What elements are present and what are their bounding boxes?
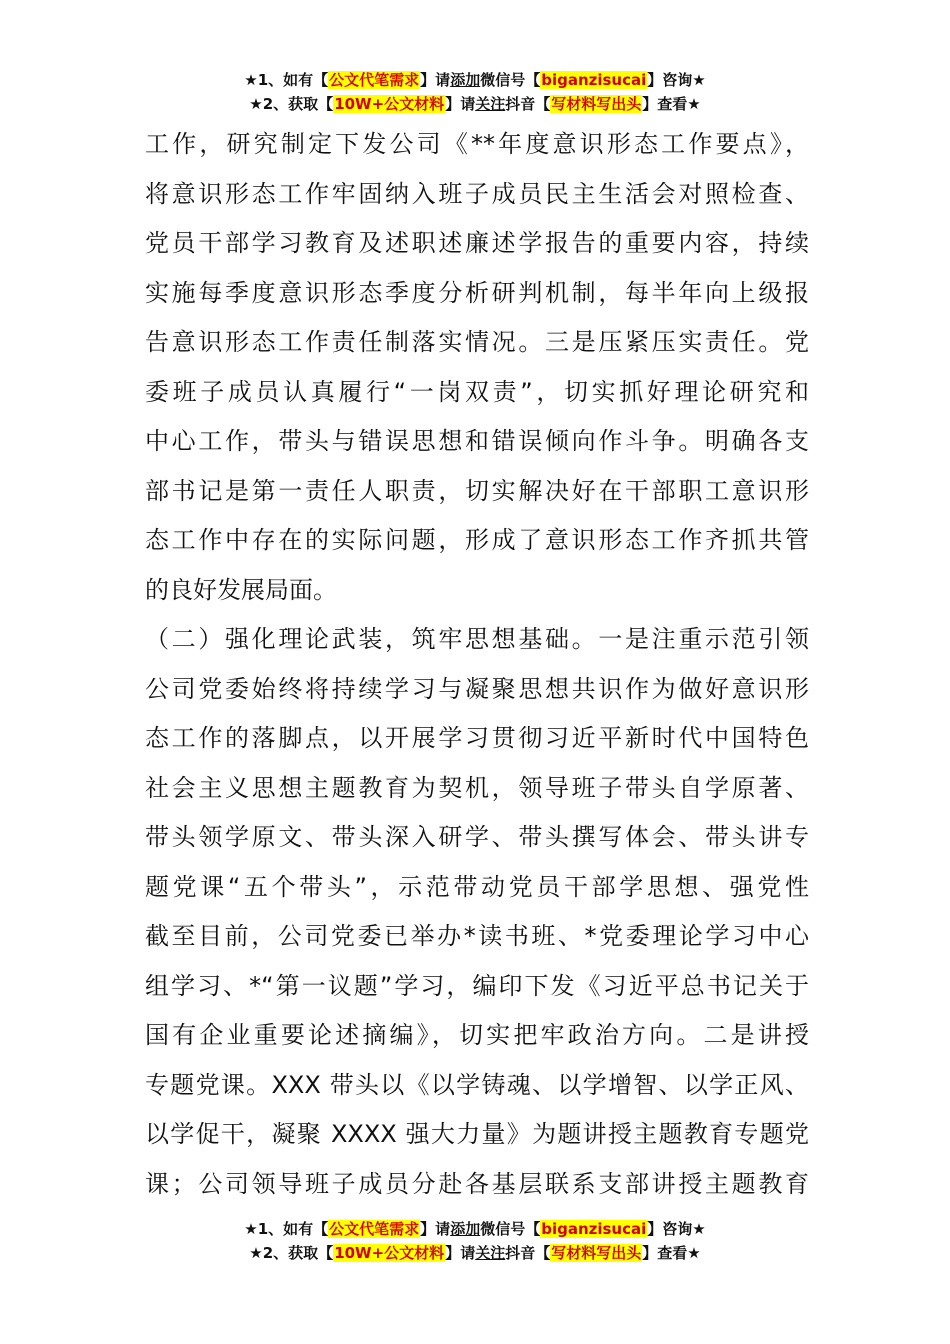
banner-text: ★1、如有【 — [244, 1220, 329, 1238]
body-line: 截至目前，公司党委已举办*读书班、*党委理论学习中心 — [145, 922, 809, 950]
banner-text: 】请 — [445, 1244, 476, 1262]
banner-underlined-text: 关注 — [475, 1244, 506, 1262]
banner-text: 】请 — [420, 71, 451, 89]
banner-underlined-text: 关注 — [475, 95, 506, 113]
footer-banner — [0, 1217, 950, 1265]
banner-text: 微信号【 — [480, 71, 541, 89]
banner-line-1 — [0, 1217, 950, 1241]
banner-highlight: biganzisucai — [541, 1220, 647, 1238]
body-line: 国有企业重要论述摘编》，切实把牢政治方向。二是讲授 — [145, 1021, 809, 1049]
banner-highlight: 公文代笔需求 — [329, 71, 420, 89]
banner-text: ★2、获取【 — [249, 95, 334, 113]
body-line: 党员干部学习教育及述职述廉述学报告的重要内容，持续 — [145, 229, 809, 257]
banner-highlight: biganzisucai — [541, 71, 647, 89]
banner-text: 微信号【 — [480, 1220, 541, 1238]
banner-highlight: 写材料写出头 — [551, 1244, 642, 1262]
body-line: 中心工作，带头与错误思想和错误倾向作斗争。明确各支 — [145, 427, 809, 455]
body-line: 工作，研究制定下发公司《**年度意识形态工作要点》， — [145, 130, 809, 158]
body-line: 部书记是第一责任人职责，切实解决好在干部职工意识形 — [145, 476, 809, 505]
banner-line-2 — [0, 92, 950, 116]
body-line: 以学促干，凝聚 XXXX 强大力量》为题讲授主题教育专题党 — [145, 1120, 809, 1148]
banner-line-2 — [0, 1241, 950, 1265]
body-line: 公司党委始终将持续学习与凝聚思想共识作为做好意识形 — [145, 674, 809, 703]
document-body — [145, 120, 809, 1209]
banner-highlight: 公文代笔需求 — [329, 1220, 420, 1238]
banner-text: 】请 — [445, 95, 476, 113]
banner-highlight: 10W+公文材料 — [334, 1244, 445, 1262]
body-line: 的良好发展局面。 — [145, 575, 337, 604]
banner-text: 】咨询★ — [647, 71, 706, 89]
body-line: 带头领学原文、带头深入研学、带头撰写体会、带头讲专 — [145, 823, 809, 851]
body-line: 实施每季度意识形态季度分析研判机制，每半年向上级报 — [145, 278, 809, 307]
banner-text: 抖音【 — [505, 1244, 551, 1262]
banner-underlined-text: 添加 — [450, 71, 481, 89]
body-line: 题党课“五个带头”，示范带动党员干部学思想、强党性 — [145, 872, 809, 901]
body-line: 课；公司领导班子成员分赴各基层联系支部讲授主题教育 — [145, 1169, 809, 1198]
section-heading-line: （二）强化理论武装，筑牢思想基础。一是注重示范引领 — [145, 625, 809, 653]
banner-text: 抖音【 — [505, 95, 551, 113]
banner-underlined-text: 添加 — [450, 1220, 481, 1238]
banner-highlight: 10W+公文材料 — [334, 95, 445, 113]
body-line: 组学习、*“第一议题”学习，编印下发《习近平总书记关于 — [145, 971, 809, 1000]
banner-text: 】请 — [420, 1220, 451, 1238]
banner-text: ★1、如有【 — [244, 71, 329, 89]
body-line: 态工作的落脚点，以开展学习贯彻习近平新时代中国特色 — [145, 724, 809, 752]
body-line: 告意识形态工作责任制落实情况。三是压紧压实责任。党 — [145, 328, 809, 356]
banner-text: 】查看★ — [642, 95, 701, 113]
banner-highlight: 写材料写出头 — [551, 95, 642, 113]
body-line: 专题党课。XXX 带头以《以学铸魂、以学增智、以学正风、 — [145, 1070, 809, 1099]
banner-line-1 — [0, 68, 950, 92]
banner-text: 】咨询★ — [647, 1220, 706, 1238]
body-line: 委班子成员认真履行“一岗双责”，切实抓好理论研究和 — [145, 377, 809, 406]
banner-text: ★2、获取【 — [249, 1244, 334, 1262]
body-line: 社会主义思想主题教育为契机，领导班子带头自学原著、 — [145, 773, 809, 802]
header-banner — [0, 68, 950, 116]
body-line: 态工作中存在的实际问题，形成了意识形态工作齐抓共管 — [145, 526, 809, 554]
body-line: 将意识形态工作牢固纳入班子成员民主生活会对照检查、 — [145, 179, 809, 208]
banner-text: 】查看★ — [642, 1244, 701, 1262]
